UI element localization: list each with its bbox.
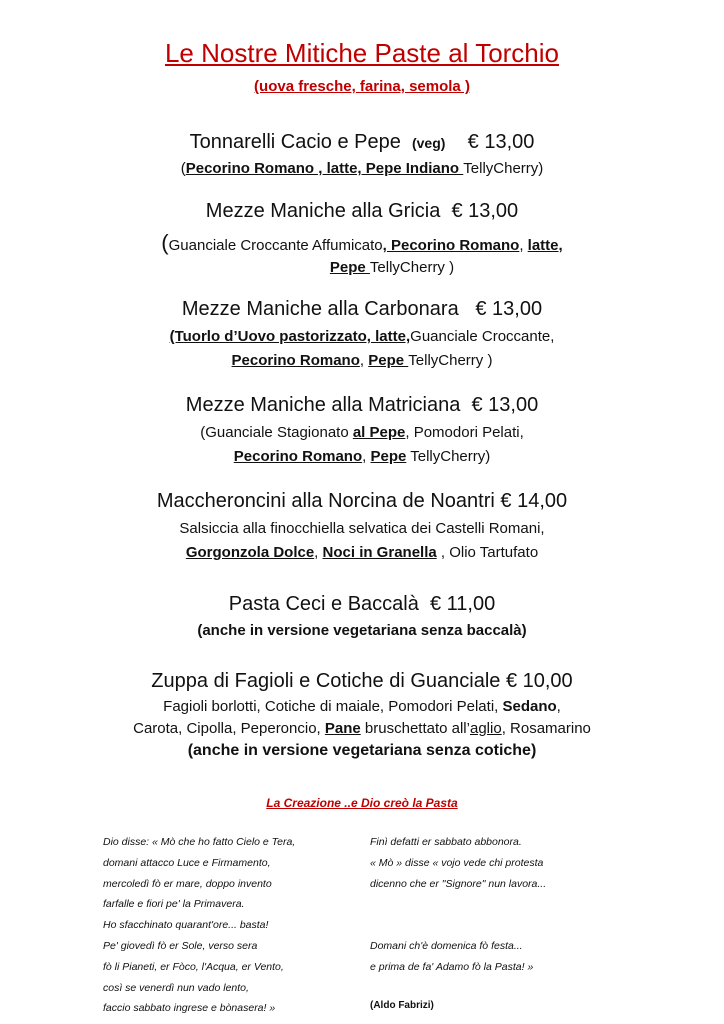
poem-line (370, 894, 546, 915)
dish-description-line2 (0, 445, 724, 469)
desc-text: , Rosamarino (501, 720, 591, 737)
dish-price: € 10,00 (505, 670, 573, 692)
dish-price: € 13,00 (451, 200, 519, 222)
dish-maccheroncini-norcina (0, 488, 724, 514)
desc-paren: ( (161, 230, 169, 255)
dish-price: € 13,00 (467, 131, 535, 153)
poem-line: mercoledì fò er mare, doppo invento (103, 877, 272, 890)
desc-ingredients: Pecorino Romano , latte, Pepe Indiano (185, 160, 464, 177)
poem-line: fò li Pianeti, er Fòco, l'Acqua, er Vento, (103, 960, 284, 973)
poem-right-column (370, 832, 546, 978)
desc-text: (anche in versione vegetariana senza cotiche) (187, 742, 537, 759)
desc-ingredient: Pepe (370, 448, 407, 465)
poem-line: domani attacco Luce e Firmamento, (103, 856, 271, 869)
desc-text: Guanciale Croccante, (410, 328, 555, 345)
poem-line: così se venerdì nun vado lento, (103, 981, 249, 994)
poem-line: « Mò » disse « vojo vede chi protesta (370, 856, 544, 869)
poem-line: Pe' giovedì fò er Sole, verso sera (103, 939, 258, 952)
desc-text: Carota, Cipolla, Peperoncio, (133, 720, 325, 737)
dish-description (0, 325, 724, 349)
desc-text: , (519, 237, 528, 254)
desc-text: , Pomodori Pelati, (405, 424, 524, 441)
menu-subtitle: (uova fresche, farina, semola ) (254, 78, 470, 95)
poem-title: La Creazione ..e Dio creò la Pasta (266, 796, 458, 810)
desc-ingredient: Pecorino Romano (233, 448, 363, 465)
dish-description-line2 (0, 349, 724, 373)
dish-name: Tonnarelli Cacio e Pepe (189, 131, 401, 153)
desc-ingredient: latte, (527, 237, 563, 254)
poem-left-column (103, 832, 295, 1019)
dish-description (0, 231, 724, 258)
desc-ingredient: Noci in Granella (322, 544, 437, 561)
desc-text: Guanciale Croccante Affumicato (168, 237, 383, 254)
poem-line: Finì defatti er sabbato abbonora. (370, 836, 522, 848)
desc-text: Salsiccia alla finocchiella selvatica dei Castelli Romani, (179, 520, 545, 537)
poem-line: Domani ch'è domenica fò festa... (370, 939, 523, 952)
desc-ingredient: , Pecorino Romano (382, 237, 520, 254)
dish-name: Mezze Maniche alla Carbonara (181, 298, 459, 320)
desc-ingredient: Gorgonzola Dolce (185, 544, 315, 561)
desc-text: , (314, 544, 323, 561)
dish-mezze-maniche-gricia (0, 198, 724, 224)
poem-line: e prima de fa' Adamo fò la Pasta! » (370, 960, 534, 973)
dish-description (0, 619, 724, 643)
dish-name: Zuppa di Fagioli e Cotiche di Guanciale (151, 670, 501, 692)
dish-zuppa-fagioli-cotiche (0, 668, 724, 694)
desc-text: (Guanciale Stagionato (200, 424, 353, 441)
desc-ingredient: Pepe (368, 352, 409, 369)
dish-description-line2 (0, 541, 724, 565)
desc-text: TellyCherry) (463, 160, 544, 177)
desc-paren: ( (180, 160, 186, 177)
poem-line: faccio sabbato ingrese e bònasera! » (103, 1002, 276, 1015)
dish-mezze-maniche-matriciana (0, 392, 724, 418)
veg-tag: (veg) (411, 135, 446, 151)
poem-line (370, 915, 546, 936)
menu-title: Le Nostre Mitiche Paste al Torchio (164, 38, 560, 68)
dish-name: Maccheroncini alla Norcina de Noantri (156, 490, 495, 512)
dish-description (0, 421, 724, 445)
desc-ingredient: aglio (469, 720, 502, 737)
dish-pasta-ceci-baccala (0, 591, 724, 617)
dish-description (0, 517, 724, 541)
desc-text: TellyCherry ) (369, 259, 455, 276)
dish-description (0, 695, 724, 719)
dish-description-line2 (30, 256, 724, 280)
dish-description-line2 (0, 717, 724, 741)
dish-mezze-maniche-carbonara (0, 296, 724, 322)
desc-ingredient: Pane (324, 720, 361, 737)
poem-author: (Aldo Fabrizi) (370, 1000, 434, 1011)
desc-text: TellyCherry) (406, 448, 491, 465)
desc-text: , (359, 352, 369, 369)
dish-description (0, 157, 724, 181)
poem-line: Ho sfacchinato quarant'ore... basta! (103, 919, 269, 932)
desc-text: Fagioli borlotti, Cotiche di maiale, Pomodori Pelati, (163, 698, 503, 715)
desc-ingredient: al Pepe (352, 424, 406, 441)
dish-price: € 13,00 (471, 394, 539, 416)
poem-line: farfalle e fiori pe' la Primavera. (103, 898, 245, 911)
dish-price: € 13,00 (475, 298, 543, 320)
desc-text: bruschettato all’ (360, 720, 470, 737)
dish-name: Mezze Maniche alla Gricia (205, 200, 441, 222)
dish-price: € 14,00 (500, 490, 568, 512)
poem-line: dicenno che er "Signore" nun lavora... (370, 877, 547, 890)
poem-line: Dio disse: « Mò che ho fatto Cielo e Tera, (103, 836, 296, 848)
desc-text: , Olio Tartufato (436, 544, 539, 561)
desc-text: , (362, 448, 371, 465)
desc-ingredient: Sedano (502, 698, 557, 715)
desc-ingredient: Pepe (329, 259, 370, 276)
dish-description-line3 (0, 739, 724, 763)
dish-name: Pasta Ceci e Baccalà (228, 593, 419, 615)
desc-ingredient: Pecorino Romano (231, 352, 360, 369)
desc-text: (anche in versione vegetariana senza baccalà) (197, 622, 527, 639)
dish-price: € 11,00 (429, 593, 496, 615)
desc-text: , (556, 698, 561, 715)
desc-ingredient: (Tuorlo d’Uovo pastorizzato, latte, (169, 328, 411, 345)
desc-text: TellyCherry ) (408, 352, 493, 369)
dish-tonnarelli-cacio-e-pepe (0, 129, 724, 156)
dish-name: Mezze Maniche alla Matriciana (185, 394, 461, 416)
